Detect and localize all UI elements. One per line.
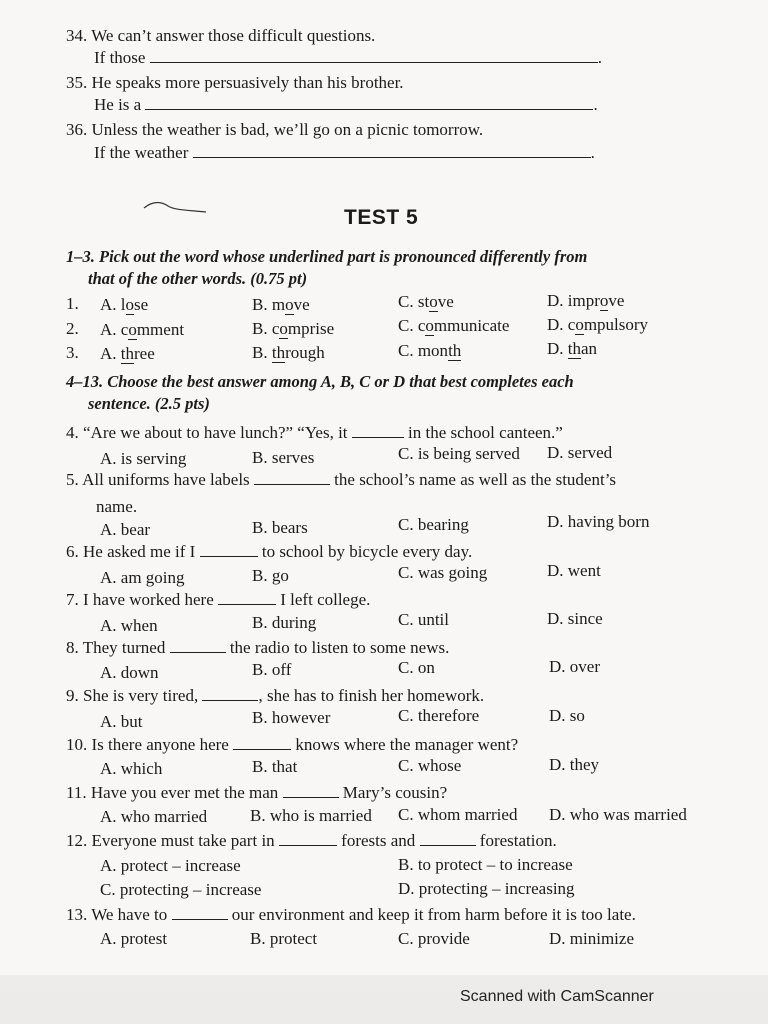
answer-blank[interactable] (200, 544, 258, 557)
question-text: We can’t answer those difficult questions. (91, 26, 376, 45)
option-a[interactable]: A. three (100, 344, 155, 363)
question-4: 4. “Are we about to have lunch?” “Yes, it in the school canteen.” (66, 423, 563, 442)
option-c[interactable]: C. whom married (398, 805, 518, 824)
question-13: 13. We have to our environment and keep it from harm before it is too late. (66, 905, 636, 924)
option-d[interactable]: D. improve (547, 291, 625, 310)
option-b[interactable]: B. during (252, 613, 317, 632)
option-c[interactable]: C. bearing (398, 515, 469, 534)
question-36 (66, 120, 483, 140)
option-a[interactable]: A. lose (100, 295, 149, 314)
answer-line-35: He is a . (94, 95, 598, 114)
question-8: 8. They turned the radio to listen to some news. (66, 638, 450, 657)
option-a[interactable]: A. am going (100, 568, 185, 587)
option-c[interactable]: C. therefore (398, 706, 480, 725)
option-a[interactable]: A. is serving (100, 449, 187, 468)
option-c[interactable]: C. month (398, 341, 462, 360)
answer-prompt: He is a (94, 95, 142, 114)
option-c[interactable]: C. on (398, 658, 435, 677)
option-d[interactable]: D. served (547, 443, 613, 462)
option-d[interactable]: D. protecting – increasing (398, 879, 575, 898)
question-number: 36. (66, 120, 88, 139)
question-12: 12. Everyone must take part in forests and forestation. (66, 831, 557, 850)
option-d[interactable]: D. compulsory (547, 315, 649, 334)
option-c[interactable]: C. is being served (398, 444, 520, 463)
option-b[interactable]: B. off (252, 660, 292, 679)
question-34 (66, 26, 375, 46)
option-a[interactable]: A. when (100, 616, 158, 635)
option-d[interactable]: D. having born (547, 512, 650, 531)
answer-blank[interactable] (202, 688, 258, 701)
answer-prompt: If the weather (94, 143, 189, 162)
answer-blank[interactable] (145, 97, 593, 110)
question-35 (66, 73, 404, 93)
question-7: 7. I have worked here I left college. (66, 590, 371, 609)
option-b[interactable]: B. who is married (250, 806, 372, 825)
question-number: 34. (66, 26, 88, 45)
answer-blank[interactable] (279, 833, 337, 846)
option-d[interactable]: D. minimize (549, 929, 634, 948)
answer-blank[interactable] (193, 145, 591, 158)
option-b[interactable]: B. protect (250, 929, 318, 948)
option-b[interactable]: B. go (252, 566, 289, 585)
answer-blank[interactable] (150, 50, 598, 63)
question-6: 6. He asked me if I to school by bicycle every day. (66, 542, 473, 561)
test-title: TEST 5 (344, 206, 419, 229)
option-d[interactable]: D. who was married (549, 805, 687, 824)
answer-blank[interactable] (283, 785, 339, 798)
option-b[interactable]: B. through (252, 343, 325, 362)
answer-blank[interactable] (420, 833, 476, 846)
worksheet: 34. We can’t answer those difficult questions. If those . 35. He speaks more persuasively than his brother. He is a . 36. Unless the weather is bad, we’ll go on a picnic tomorrow. If the weather . TEST 5 1–3. Pick out the word whose underlined part is pronounced differently from that of the other words. (0.75 pt) 1. A. lose B. move C. stove D. improve 2. A. comment B. comprise C. communicate D. compulsory 3. A. three B. through C. month D. than 4–13. Choose the best answer among A, B, C or D that best completes each sentence. (2.5 pts) 4. “Are we about to have lunch?” “Yes, it in the school canteen.” A. is serving B. serves C. is being served D. served 5. All uniforms have labels the school’s name as well as the student’s name. A. bear B. bears C. bearing D. having born 6. He asked me if I to school by bicycle every day. A. am going B. go C. was going D. went 7. I have worked here I left college. A. when B. during C. until D. since 8. They turned the radio to listen to some news. A. down B. off C. on D. over 9. She is very tired, , she has to finish her homework. A. but B. however C. therefore D. so 10. Is there anyone here knows where the manager went? A. which B. that C. whose D. they 11. Have you ever met the man Mary’s cousin? A. who married B. who is married C. whom married D. who was married 12. Everyone must take part in forests and forestation. A. protect – increase B. to protect – to increase C. protecting – increase D. protecting – increasing 13. We have to our environment and keep it from harm before it is too late. A. protest B. protect C. provide D. minimize (0, 0, 768, 975)
option-b[interactable]: B. serves (252, 448, 315, 467)
question-number: 35. (66, 73, 88, 92)
section1-instruction: 1–3. Pick out the word whose underlined part is pronounced differently from that of the other words. (0.75 pt) (66, 247, 588, 288)
option-b[interactable]: B. to protect – to increase (398, 855, 573, 874)
answer-line-34: If those . (94, 48, 602, 67)
question-10: 10. Is there anyone here knows where the manager went? (66, 735, 519, 754)
option-d[interactable]: D. than (547, 339, 598, 358)
question-text: He speaks more persuasively than his brother. (91, 73, 404, 92)
question-9: 9. She is very tired, , she has to finish her homework. (66, 686, 485, 705)
pen-stroke-icon (140, 196, 210, 218)
option-c[interactable]: C. whose (398, 756, 462, 775)
option-d[interactable]: D. went (547, 561, 601, 580)
option-c[interactable]: C. stove (398, 292, 454, 311)
answer-blank[interactable] (170, 640, 226, 653)
option-c[interactable]: C. provide (398, 929, 470, 948)
option-c[interactable]: C. communicate (398, 316, 510, 335)
option-a[interactable]: A. down (100, 663, 159, 682)
option-a[interactable]: A. but (100, 712, 143, 731)
option-d[interactable]: D. over (549, 657, 600, 676)
option-b[interactable]: B. comprise (252, 319, 335, 338)
option-d[interactable]: D. they (549, 755, 600, 774)
question-11: 11. Have you ever met the man Mary’s cousin? (66, 783, 448, 802)
option-a[interactable]: A. protect – increase (100, 856, 241, 875)
answer-blank[interactable] (218, 592, 276, 605)
option-b[interactable]: B. that (252, 757, 298, 776)
option-b[interactable]: B. however (252, 708, 331, 727)
camscanner-watermark: Scanned with CamScanner (460, 988, 654, 1005)
answer-blank[interactable] (352, 425, 404, 438)
question-5: 5. All uniforms have labels the school’s name as well as the student’s (66, 470, 617, 489)
question-text: Unless the weather is bad, we’ll go on a picnic tomorrow. (91, 120, 484, 139)
answer-line-36: If the weather . (94, 143, 595, 162)
option-a[interactable]: A. bear (100, 520, 151, 539)
option-d[interactable]: D. since (547, 609, 603, 628)
option-b[interactable]: B. bears (252, 518, 308, 537)
section2-instruction: 4–13. Choose the best answer among A, B, C or D that best completes each sentence. (2.5 pts) (66, 372, 574, 413)
option-a[interactable]: A. who married (100, 807, 208, 826)
option-b[interactable]: B. move (252, 295, 310, 314)
option-a[interactable]: A. protest (100, 929, 168, 948)
answer-blank[interactable] (172, 907, 228, 920)
option-a[interactable]: A. which (100, 759, 163, 778)
answer-prompt: If those (94, 48, 146, 67)
option-c[interactable]: C. was going (398, 563, 488, 582)
option-c[interactable]: C. protecting – increase (100, 880, 262, 899)
option-c[interactable]: C. until (398, 610, 450, 629)
answer-blank[interactable] (254, 472, 330, 485)
option-a[interactable]: A. comment (100, 320, 185, 339)
option-d[interactable]: D. so (549, 706, 585, 725)
answer-blank[interactable] (233, 737, 291, 750)
